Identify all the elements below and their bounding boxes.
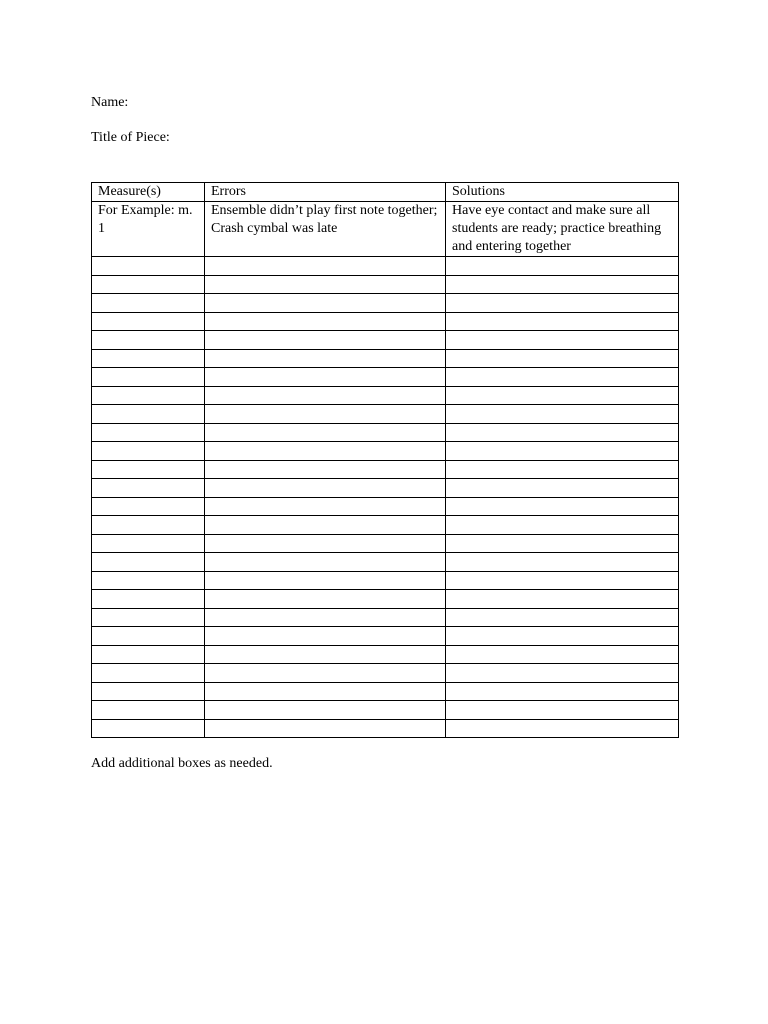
empty-errors-cell	[205, 294, 446, 313]
table-row	[92, 701, 679, 720]
empty-solutions-cell	[446, 294, 679, 313]
empty-solutions-cell	[446, 627, 679, 646]
empty-errors-cell	[205, 423, 446, 442]
table-header-row	[92, 183, 679, 202]
empty-measure-cell	[92, 405, 205, 424]
table-row	[92, 386, 679, 405]
header-solutions: Solutions	[446, 183, 679, 202]
empty-errors-cell	[205, 460, 446, 479]
table-row	[92, 405, 679, 424]
empty-solutions-cell	[446, 460, 679, 479]
error-solution-table	[91, 182, 679, 738]
empty-errors-cell	[205, 275, 446, 294]
table-row	[92, 590, 679, 609]
empty-solutions-cell	[446, 664, 679, 683]
empty-solutions-cell	[446, 497, 679, 516]
empty-measure-cell	[92, 349, 205, 368]
empty-solutions-cell	[446, 534, 679, 553]
empty-measure-cell	[92, 627, 205, 646]
table-row	[92, 682, 679, 701]
empty-errors-cell	[205, 331, 446, 350]
footer-note: Add additional boxes as needed.	[91, 756, 273, 771]
table-row	[92, 571, 679, 590]
empty-measure-cell	[92, 516, 205, 535]
table-row	[92, 349, 679, 368]
empty-measure-cell	[92, 534, 205, 553]
header-measures: Measure(s)	[92, 183, 205, 202]
empty-errors-cell	[205, 682, 446, 701]
empty-measure-cell	[92, 719, 205, 738]
empty-solutions-cell	[446, 553, 679, 572]
table-row	[92, 627, 679, 646]
empty-solutions-cell	[446, 349, 679, 368]
empty-errors-cell	[205, 553, 446, 572]
empty-measure-cell	[92, 553, 205, 572]
empty-solutions-cell	[446, 608, 679, 627]
empty-solutions-cell	[446, 275, 679, 294]
empty-measure-cell	[92, 608, 205, 627]
empty-measure-cell	[92, 368, 205, 387]
empty-solutions-cell	[446, 590, 679, 609]
empty-solutions-cell	[446, 386, 679, 405]
empty-errors-cell	[205, 349, 446, 368]
empty-measure-cell	[92, 294, 205, 313]
empty-errors-cell	[205, 497, 446, 516]
empty-solutions-cell	[446, 645, 679, 664]
table-row	[92, 460, 679, 479]
empty-measure-cell	[92, 664, 205, 683]
empty-errors-cell	[205, 719, 446, 738]
table-row	[92, 516, 679, 535]
table-row	[92, 442, 679, 461]
empty-errors-cell	[205, 257, 446, 276]
empty-solutions-cell	[446, 312, 679, 331]
table-row	[92, 664, 679, 683]
empty-errors-cell	[205, 534, 446, 553]
empty-measure-cell	[92, 590, 205, 609]
table-row	[92, 368, 679, 387]
empty-errors-cell	[205, 516, 446, 535]
title-of-piece-label: Title of Piece:	[91, 130, 170, 145]
empty-measure-cell	[92, 275, 205, 294]
header-errors: Errors	[205, 183, 446, 202]
name-label: Name:	[91, 95, 129, 110]
empty-solutions-cell	[446, 331, 679, 350]
empty-solutions-cell	[446, 719, 679, 738]
empty-solutions-cell	[446, 479, 679, 498]
table-row	[92, 479, 679, 498]
empty-measure-cell	[92, 257, 205, 276]
example-solutions-cell: Have eye contact and make sure all students are ready; practice breathing and entering together	[446, 202, 679, 257]
empty-solutions-cell	[446, 516, 679, 535]
example-measure-cell: For Example: m. 1	[92, 202, 205, 257]
empty-errors-cell	[205, 442, 446, 461]
table-row	[92, 275, 679, 294]
empty-solutions-cell	[446, 682, 679, 701]
table-row	[92, 719, 679, 738]
empty-errors-cell	[205, 645, 446, 664]
empty-measure-cell	[92, 571, 205, 590]
empty-errors-cell	[205, 571, 446, 590]
example-errors-cell: Ensemble didn’t play first note together; Crash cymbal was late	[205, 202, 446, 257]
table-row	[92, 294, 679, 313]
empty-errors-cell	[205, 608, 446, 627]
empty-errors-cell	[205, 590, 446, 609]
table-row	[92, 257, 679, 276]
empty-solutions-cell	[446, 701, 679, 720]
table-row	[92, 331, 679, 350]
empty-errors-cell	[205, 405, 446, 424]
empty-solutions-cell	[446, 405, 679, 424]
example-row	[92, 202, 679, 257]
empty-measure-cell	[92, 701, 205, 720]
empty-measure-cell	[92, 331, 205, 350]
empty-errors-cell	[205, 701, 446, 720]
empty-solutions-cell	[446, 423, 679, 442]
empty-errors-cell	[205, 386, 446, 405]
empty-errors-cell	[205, 479, 446, 498]
empty-solutions-cell	[446, 368, 679, 387]
empty-measure-cell	[92, 423, 205, 442]
empty-solutions-cell	[446, 257, 679, 276]
empty-measure-cell	[92, 645, 205, 664]
empty-measure-cell	[92, 442, 205, 461]
empty-measure-cell	[92, 460, 205, 479]
table-row	[92, 423, 679, 442]
table-row	[92, 312, 679, 331]
empty-measure-cell	[92, 497, 205, 516]
table-row	[92, 608, 679, 627]
table-row	[92, 497, 679, 516]
table-row	[92, 534, 679, 553]
empty-measure-cell	[92, 479, 205, 498]
empty-measure-cell	[92, 386, 205, 405]
empty-errors-cell	[205, 368, 446, 387]
table-row	[92, 645, 679, 664]
empty-measure-cell	[92, 682, 205, 701]
empty-errors-cell	[205, 312, 446, 331]
table-row	[92, 553, 679, 572]
empty-solutions-cell	[446, 442, 679, 461]
empty-solutions-cell	[446, 571, 679, 590]
empty-errors-cell	[205, 627, 446, 646]
empty-measure-cell	[92, 312, 205, 331]
empty-errors-cell	[205, 664, 446, 683]
